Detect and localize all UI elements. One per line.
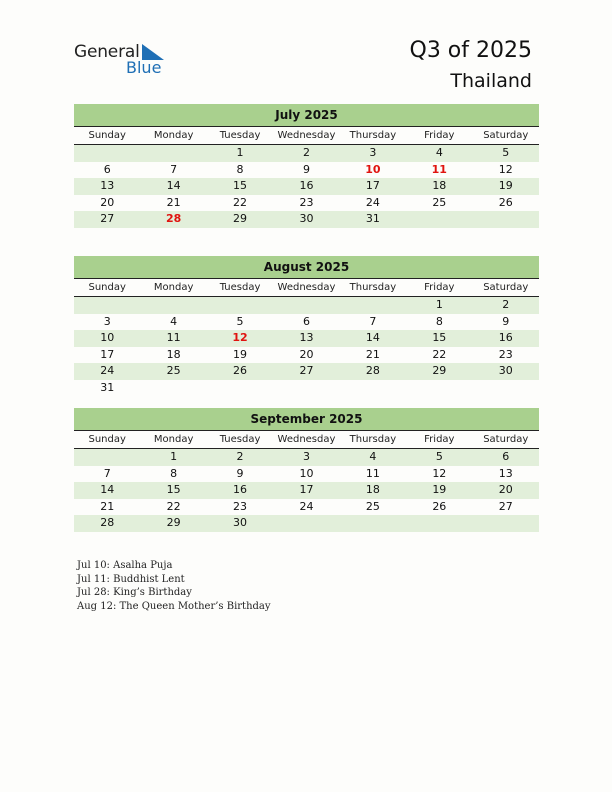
day-cell xyxy=(273,297,339,314)
day-cell: 4 xyxy=(369,450,377,463)
day-cell: 28 xyxy=(100,516,115,530)
day-cell: 21 xyxy=(365,347,380,361)
day-cell: 13 xyxy=(299,331,314,345)
day-cell: 22 xyxy=(166,499,181,513)
day-cell: 7 xyxy=(103,466,111,480)
day-cell xyxy=(406,515,472,532)
day-cell: 15 xyxy=(166,483,181,497)
weekday-label: Saturday xyxy=(483,282,529,293)
month-calendar xyxy=(74,104,539,228)
day-cell: 27 xyxy=(100,212,115,226)
day-cell: 3 xyxy=(103,314,111,328)
week-row xyxy=(74,178,539,195)
day-cell xyxy=(140,145,206,162)
day-cell: 23 xyxy=(498,347,513,361)
weekday-label: Tuesday xyxy=(219,434,261,445)
day-cell xyxy=(340,297,406,314)
weekday-label: Thursday xyxy=(349,434,397,445)
day-cell: 2 xyxy=(236,450,244,463)
holiday-note: Aug 12: The Queen Mother’s Birthday xyxy=(77,600,271,612)
day-cell: 17 xyxy=(299,483,314,497)
day-cell: 17 xyxy=(365,179,380,193)
day-cell: 8 xyxy=(236,162,244,176)
day-cell: 29 xyxy=(166,516,181,530)
week-row xyxy=(74,347,539,364)
day-cell: 22 xyxy=(233,195,248,209)
day-cell xyxy=(140,297,206,314)
day-cell: 14 xyxy=(100,483,115,497)
day-cell: 11 xyxy=(365,466,380,480)
day-cell: 5 xyxy=(435,450,443,463)
day-cell xyxy=(140,380,206,397)
week-row xyxy=(74,499,539,516)
day-cell: 19 xyxy=(432,483,447,497)
day-cell: 3 xyxy=(369,146,377,159)
day-cell: 24 xyxy=(365,195,380,209)
day-cell: 15 xyxy=(432,331,447,345)
day-cell xyxy=(473,515,539,532)
week-row xyxy=(74,297,539,314)
day-cell: 2 xyxy=(502,298,510,311)
month-title: September 2025 xyxy=(74,408,539,431)
weekday-label: Monday xyxy=(153,282,194,293)
weekday-label: Tuesday xyxy=(219,282,261,293)
day-cell: 9 xyxy=(236,466,244,480)
week-row xyxy=(74,330,539,347)
day-cell: 16 xyxy=(233,483,248,497)
day-cell: 9 xyxy=(502,314,510,328)
day-cell: 10 xyxy=(100,331,115,345)
day-cell: 31 xyxy=(365,212,380,226)
holiday-day: 28 xyxy=(165,212,182,226)
page-title: Q3 of 2025 xyxy=(409,38,532,63)
day-cell: 25 xyxy=(365,499,380,513)
day-cell xyxy=(473,380,539,397)
day-cell: 20 xyxy=(498,483,513,497)
day-cell: 30 xyxy=(498,364,513,378)
day-cell xyxy=(74,297,140,314)
weekday-header xyxy=(74,127,539,145)
weekday-label: Sunday xyxy=(88,282,126,293)
weekday-label: Saturday xyxy=(483,434,529,445)
day-cell: 25 xyxy=(166,364,181,378)
day-cell: 2 xyxy=(302,146,310,159)
day-cell: 12 xyxy=(432,466,447,480)
weekday-label: Thursday xyxy=(349,282,397,293)
day-cell xyxy=(207,297,273,314)
weekday-label: Sunday xyxy=(88,434,126,445)
month-calendar xyxy=(74,256,539,397)
day-cell: 27 xyxy=(498,499,513,513)
day-cell: 1 xyxy=(435,298,443,311)
day-cell xyxy=(406,211,472,228)
holiday-note: Jul 10: Asalha Puja xyxy=(77,560,173,571)
week-row xyxy=(74,145,539,162)
day-cell: 20 xyxy=(100,195,115,209)
week-row xyxy=(74,449,539,466)
day-cell: 22 xyxy=(432,347,447,361)
day-cell: 18 xyxy=(432,179,447,193)
day-cell: 7 xyxy=(170,162,178,176)
day-cell: 19 xyxy=(233,347,248,361)
day-cell xyxy=(273,515,339,532)
week-row xyxy=(74,482,539,499)
day-cell: 13 xyxy=(498,466,513,480)
day-cell: 25 xyxy=(432,195,447,209)
day-cell: 14 xyxy=(166,179,181,193)
day-cell: 15 xyxy=(233,179,248,193)
month-calendar xyxy=(74,408,539,532)
day-cell xyxy=(74,145,140,162)
day-cell xyxy=(74,449,140,466)
week-row xyxy=(74,314,539,331)
week-row xyxy=(74,211,539,228)
day-cell: 19 xyxy=(498,179,513,193)
day-cell xyxy=(406,380,472,397)
day-cell: 21 xyxy=(100,499,115,513)
week-row xyxy=(74,363,539,380)
weekday-header xyxy=(74,431,539,449)
month-title: August 2025 xyxy=(74,256,539,279)
day-cell: 4 xyxy=(435,146,443,159)
day-cell: 18 xyxy=(365,483,380,497)
weekday-label: Monday xyxy=(153,130,194,141)
week-row xyxy=(74,515,539,532)
day-cell: 9 xyxy=(302,162,310,176)
day-cell: 21 xyxy=(166,195,181,209)
day-cell: 31 xyxy=(100,380,115,394)
weekday-header xyxy=(74,279,539,297)
day-cell: 1 xyxy=(170,450,178,463)
holiday-day: 11 xyxy=(431,162,447,176)
day-cell: 4 xyxy=(170,314,178,328)
day-cell: 30 xyxy=(233,516,248,530)
day-cell: 23 xyxy=(299,195,314,209)
day-cell: 6 xyxy=(103,162,111,176)
holiday-note: Jul 28: King’s Birthday xyxy=(77,587,192,598)
day-cell: 29 xyxy=(233,212,248,226)
country-name: Thailand xyxy=(450,70,532,92)
day-cell xyxy=(340,380,406,397)
month-title: July 2025 xyxy=(74,104,539,127)
week-row xyxy=(74,162,539,179)
day-cell: 10 xyxy=(299,466,314,480)
day-cell: 30 xyxy=(299,212,314,226)
weekday-label: Wednesday xyxy=(277,434,336,445)
day-cell: 14 xyxy=(365,331,380,345)
day-cell: 26 xyxy=(498,195,513,209)
day-cell: 26 xyxy=(233,364,248,378)
weekday-label: Saturday xyxy=(483,130,529,141)
day-cell: 29 xyxy=(432,364,447,378)
day-cell xyxy=(207,380,273,397)
day-cell: 17 xyxy=(100,347,115,361)
weekday-label: Friday xyxy=(424,434,455,445)
weekday-label: Friday xyxy=(424,130,455,141)
weekday-label: Tuesday xyxy=(219,130,261,141)
logo-text-blue: Blue xyxy=(126,58,162,77)
day-cell: 20 xyxy=(299,347,314,361)
day-cell: 28 xyxy=(365,364,380,378)
day-cell: 23 xyxy=(233,499,248,513)
day-cell: 27 xyxy=(299,364,314,378)
day-cell: 24 xyxy=(299,499,314,513)
day-cell: 6 xyxy=(502,450,510,463)
weekday-label: Friday xyxy=(424,282,455,293)
day-cell: 16 xyxy=(498,331,513,345)
holiday-day: 12 xyxy=(232,331,248,345)
day-cell: 13 xyxy=(100,179,115,193)
week-row xyxy=(74,466,539,483)
weekday-label: Monday xyxy=(153,434,194,445)
day-cell: 1 xyxy=(236,146,244,159)
day-cell: 7 xyxy=(369,314,377,328)
day-cell: 24 xyxy=(100,364,115,378)
day-cell: 3 xyxy=(302,450,310,463)
logo-text-general: General xyxy=(74,42,140,62)
weekday-label: Wednesday xyxy=(277,130,336,141)
week-row xyxy=(74,195,539,212)
day-cell xyxy=(473,211,539,228)
holiday-day: 10 xyxy=(365,162,381,176)
weekday-label: Wednesday xyxy=(277,282,336,293)
weekday-label: Sunday xyxy=(88,130,126,141)
logo xyxy=(74,42,174,78)
day-cell: 8 xyxy=(435,314,443,328)
day-cell xyxy=(340,515,406,532)
day-cell: 5 xyxy=(502,146,510,159)
day-cell: 5 xyxy=(236,314,244,328)
day-cell: 8 xyxy=(170,466,178,480)
day-cell: 18 xyxy=(166,347,181,361)
weekday-label: Thursday xyxy=(349,130,397,141)
day-cell xyxy=(273,380,339,397)
day-cell: 12 xyxy=(498,162,513,176)
day-cell: 26 xyxy=(432,499,447,513)
holiday-notes xyxy=(77,559,271,613)
day-cell: 6 xyxy=(302,314,310,328)
day-cell: 11 xyxy=(166,331,181,345)
week-row xyxy=(74,380,539,397)
day-cell: 16 xyxy=(299,179,314,193)
holiday-note: Jul 11: Buddhist Lent xyxy=(77,573,185,585)
